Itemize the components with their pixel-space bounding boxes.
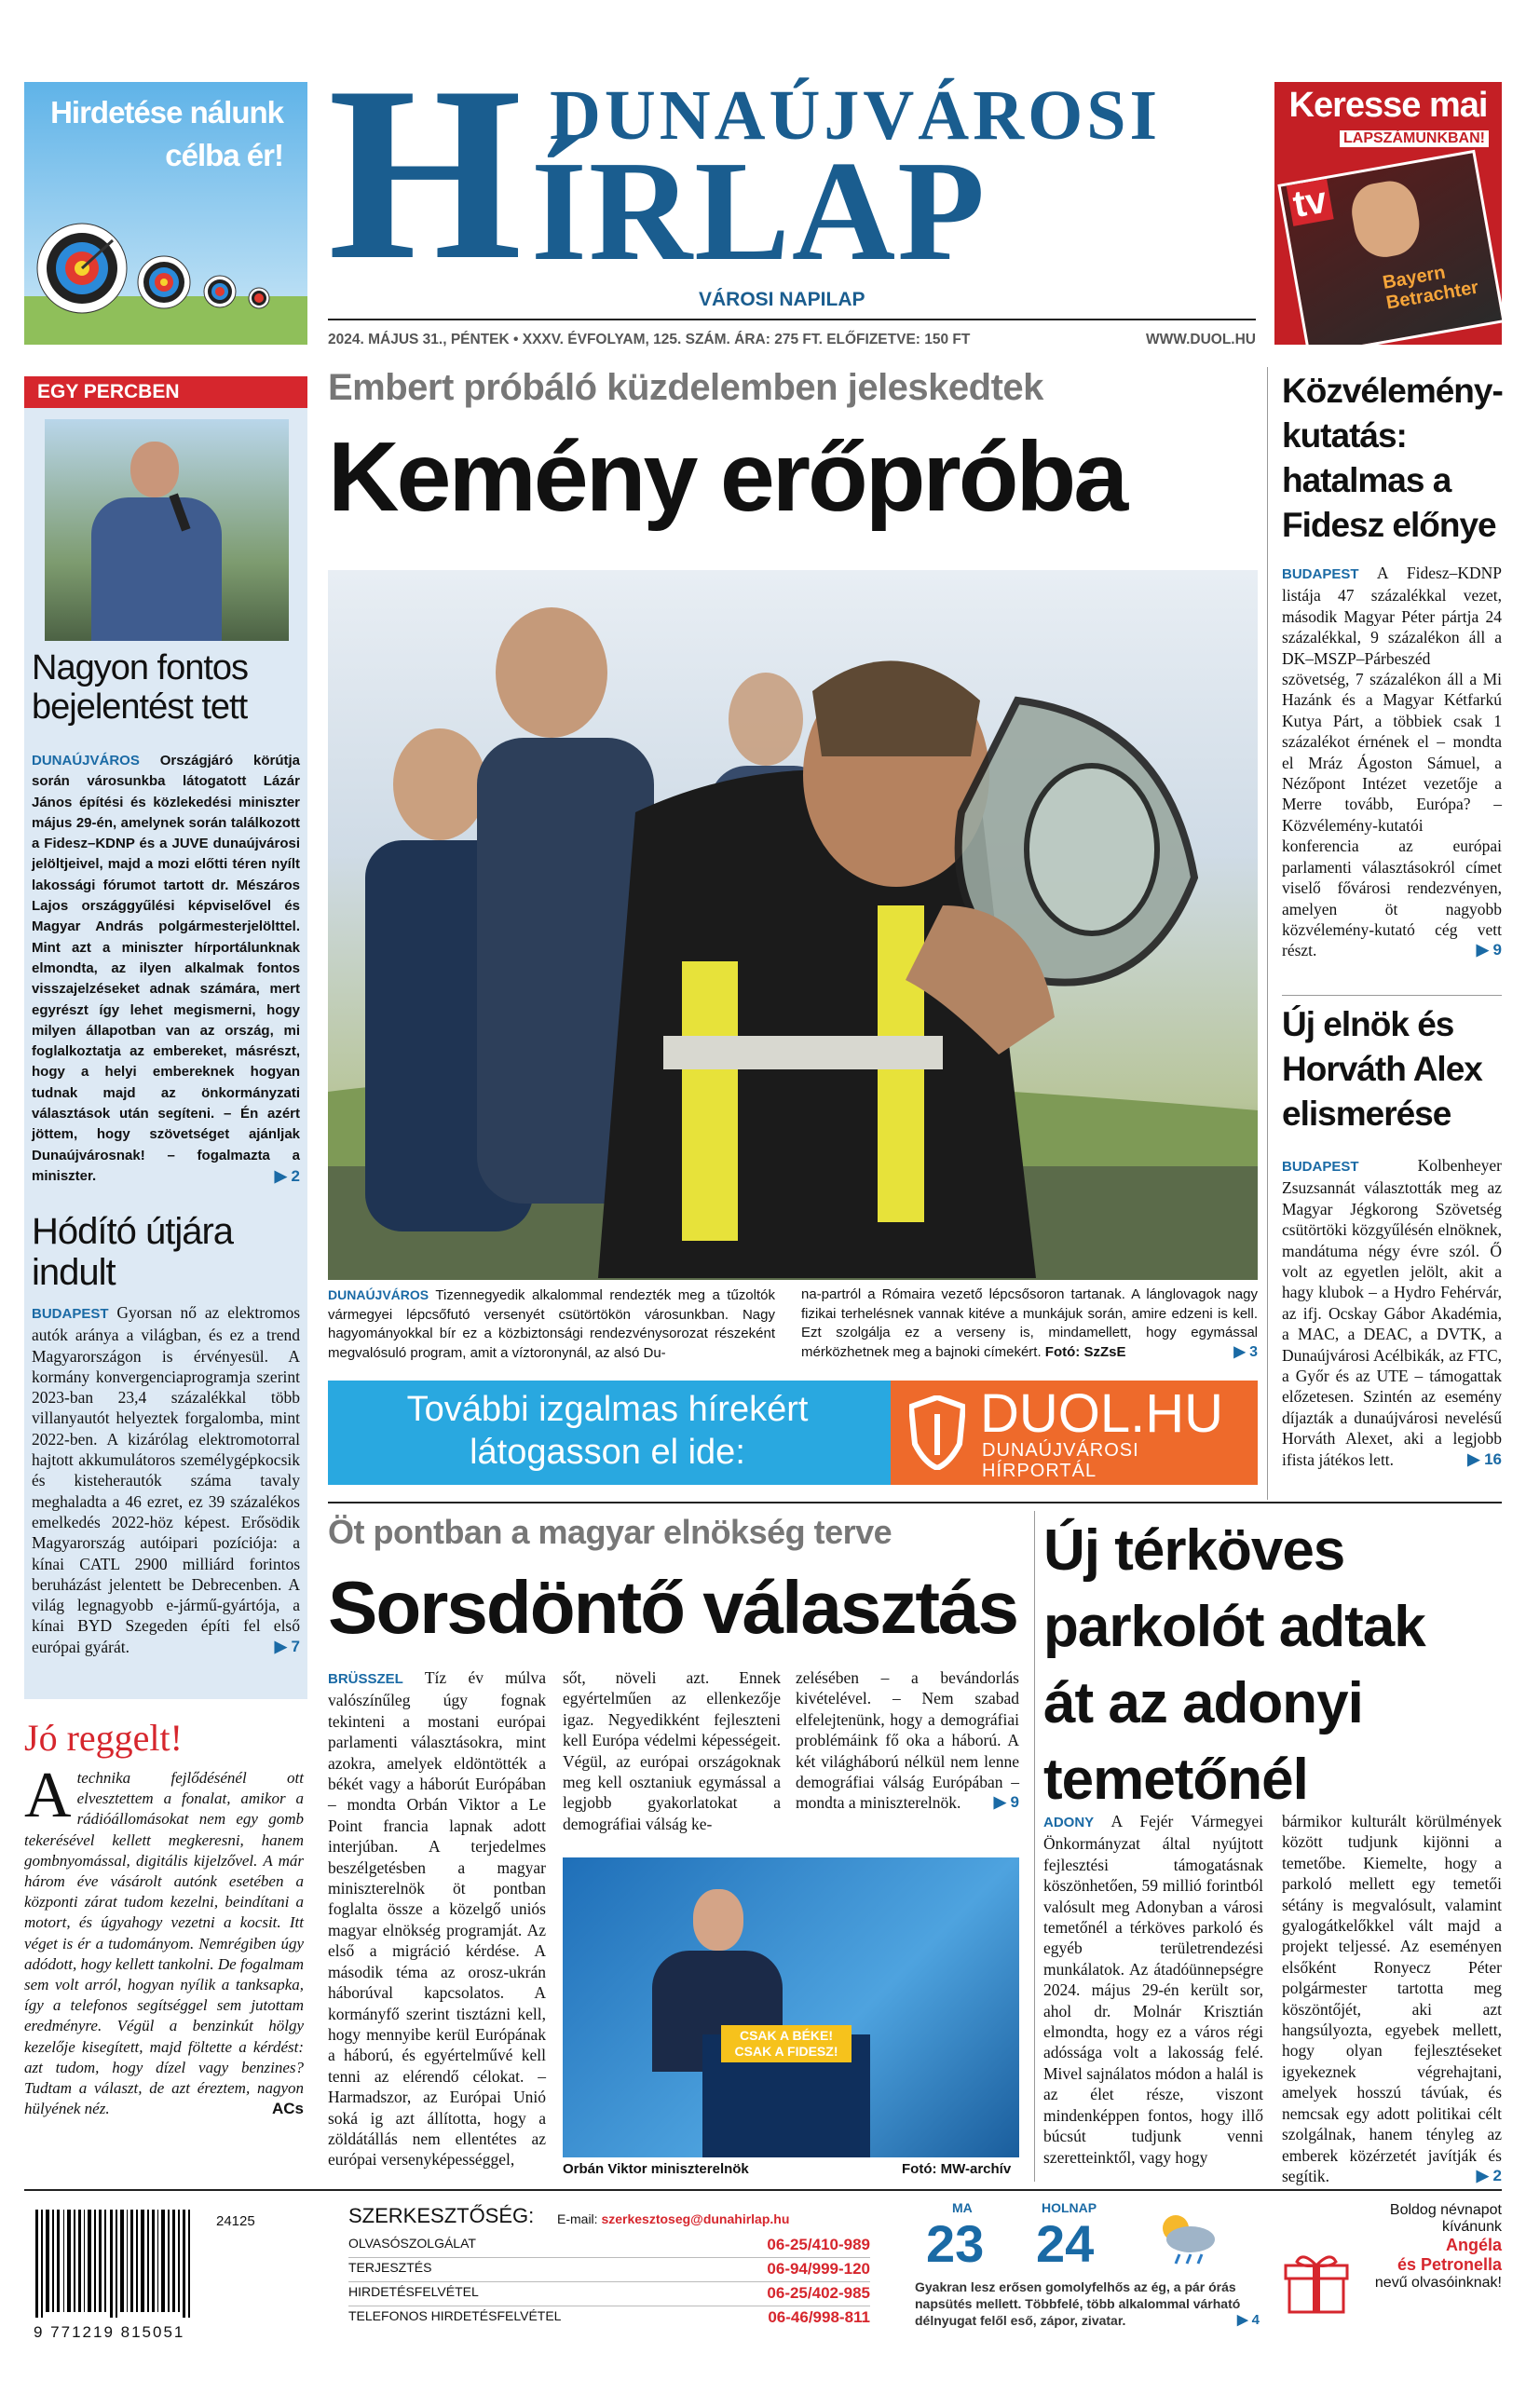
- orban-head: [693, 1889, 743, 1951]
- election-photo: [563, 1857, 1019, 2157]
- banner-line2: látogasson el ide:: [470, 1433, 745, 1472]
- ad-right[interactable]: [1274, 82, 1502, 345]
- right-story1-text: A Fidesz–KDNP listája 47 százalékkal vezet, második Magyar Péter pártja 24 százalékkal, 9 százalékon áll a DK–MSZP–Párbeszéd szövetség, 7 százalékon áll a Mi Hazánk és a Magyar Kétfarkú Kutya Párt, a többiek csak 1 százalékot érnének el – mondta el Mráz Ágoston Sámuel, a Nézőpont Intézet vezetője a Merre tovább, Európa? – Közvélemény-kutatói konferencia az európai parlamenti választásokról címet viselő fővárosi rendezvényen, amelyen öt nagyobb közvélemény-kutató cég vett részt.: [1282, 564, 1502, 960]
- footer-rule: [24, 2189, 1502, 2191]
- issue-line: 2024. MÁJUS 31., PÉNTEK • XXXV. ÉVFOLYAM, 125. SZÁM. ÁRA: 275 FT. ELŐFIZETVE: 150 FT: [328, 332, 971, 347]
- column-dropcap: A: [24, 1760, 72, 1831]
- contact-label: HIRDETÉSFELVÉTEL: [348, 2284, 479, 2299]
- banner-brand-box: [891, 1381, 1258, 1485]
- nameday-line2: kívánunk: [1441, 2219, 1502, 2235]
- editorial-email[interactable]: [557, 2211, 789, 2226]
- gift-icon: [1284, 2251, 1349, 2316]
- shield-icon: [909, 1395, 965, 1470]
- election-kicker: Öt pontban a magyar elnökség terve: [328, 1513, 892, 1551]
- right-story2-more[interactable]: ▶ 16: [1467, 1449, 1502, 1468]
- column-text: technika fejlődésénél ott elvesztettem a fonalat, amikor a rádióállomásokat nem egy gomb tekerésével kellett megkeresni, hanem gombnyomással, digitális kijelzővel. A már három éve vásárolt autónk esetében a központi zárat tudom kezelni, beindítani a motort, és úgyahogy vezetni a kocsit. Itt véget is ér a tudományom. Nemrégiben úgy adódott, hogy kellett tankolni. De fogalmam sem volt arról, hogyan nyílik a tanksapka, így a telefonos segítséggel sem jutottam eredményre. Végül a benzinkút hölgy kezelője kisegített, majd föltette a kérdést: azt tudom, hogy dízel vagy benzines? Tudtam a választ, de azt éreztem, nagyon hülyének néz.: [24, 1769, 304, 2118]
- story1-body: [32, 751, 300, 1187]
- nameday-line3: nevű olvasóinknak!: [1374, 2275, 1502, 2291]
- ad-right-line1: Keresse mai: [1288, 86, 1488, 125]
- contact-label: OLVASÓSZOLGÁLAT: [348, 2236, 476, 2251]
- masthead: [326, 34, 1248, 330]
- weather-tomorrow-temp: 24: [1036, 2214, 1095, 2273]
- masthead-title-top: DUNAÚJVÁROSI: [550, 76, 1162, 155]
- parking-text2: bármikor kulturált körülmények között tudjunk kijönni a temetőbe. Kiemelte, hogy a parkoló mellett egy temetői sétány is megvalósult, valamint gyalogátkelőkkel vált majd a projekt teljessé. Az eseményen elsőként Ronyecz Péter polgármester tartotta meg köszöntőjét, aki azt hangsúlyozta, egyebek mellett, hogy olyan fejlesztéseket igyekeznek végrehajtani, amelyek hosszú távúak, és nemcsak egy adott politikai célt szolgálnak, hanem tényleg az emberek közérzetét javítják és segítik.: [1282, 1812, 1502, 2185]
- right-story2-body: [1282, 1155, 1502, 1470]
- right-divider: [1282, 995, 1502, 996]
- weather-today-label: MA: [952, 2200, 973, 2215]
- minister-photo: [45, 419, 289, 641]
- election-photo-caption: Orbán Viktor miniszterelnök: [563, 2161, 749, 2177]
- contact-row: [348, 2284, 870, 2306]
- section-rule: [328, 1502, 1502, 1503]
- contact-label: TERJESZTÉS: [348, 2260, 432, 2275]
- contact-row: [348, 2236, 870, 2258]
- weather-more[interactable]: ▶ 4: [1236, 2312, 1260, 2328]
- election-col3: [796, 1667, 1019, 1814]
- parking-text1: A Fejér Vármegyei Önkormányzat által nyújtott fejlesztési támogatásnak köszönhetően, 59 millió forintból valósult meg Adonyban a városi temetőnél a térköves parkoló és egyéb területrendezési munkálatok. Az átadóünnepségre 2024. május 29-én került sor, ahol dr. Molnár Krisztián elmondta, hogy ez a város régi adóssága volt a lakosság felé. Mivel sajnálatos módon a halál is az élet része, viszont mindenképpen fontos, hogy illő búcsút tudjunk venni szeretteinktől, vagy hogy: [1043, 1812, 1263, 2167]
- lead-title[interactable]: Kemény erőpróba: [328, 422, 1126, 532]
- weather-description: Gyakran lesz erősen gomolyfelhős az ég, a pár órás napsütés mellett. Többfelé, több alkalommal várható délnyugat felől eső, zápor, zivatar.: [915, 2279, 1241, 2328]
- contact-row: [348, 2308, 870, 2331]
- contact-phone[interactable]: 06-25/402-985: [767, 2284, 870, 2302]
- lead-kicker: Embert próbáló küzdelemben jeleskedtek: [328, 367, 1043, 408]
- podium-sign-line1: CSAK A BÉKE!: [739, 2028, 834, 2043]
- weather-box: [904, 2200, 1267, 2359]
- parking-rule: [1034, 1511, 1035, 2182]
- section-label: EGY PERCBEN: [24, 376, 307, 408]
- contact-phone[interactable]: 06-25/410-989: [767, 2236, 870, 2253]
- contact-phone[interactable]: 06-94/999-120: [767, 2260, 870, 2278]
- podium-sign-line2: CSAK A FIDESZ!: [734, 2044, 838, 2059]
- barcode-top: 24125: [216, 2213, 255, 2229]
- minister-head: [130, 442, 179, 497]
- column-title: Jó reggelt!: [24, 1717, 183, 1759]
- nameday-box: [1282, 2200, 1502, 2357]
- right-column-rule: [1267, 367, 1268, 1500]
- story2-more[interactable]: ▶ 7: [274, 1637, 300, 1655]
- masthead-rule: [328, 319, 1256, 320]
- story2-body: [32, 1302, 300, 1657]
- parking-col1: [1043, 1811, 1263, 2168]
- ad-right-line2: LAPSZÁMUNKBAN!: [1340, 130, 1489, 147]
- barcode-bottom: 9 771219 815051: [34, 2323, 185, 2341]
- right-story1-dateline: BUDAPEST: [1282, 566, 1359, 582]
- story1-title[interactable]: Nagyon fontos bejelentést tett: [32, 648, 249, 727]
- right-story1-body: [1282, 563, 1502, 961]
- lead-caption-col1: [328, 1286, 775, 1363]
- parking-dateline: ADONY: [1043, 1815, 1095, 1830]
- election-text3: zelésében – a bevándorlás kivételével. – Nem szabad elfelejtenünk, hogy a demográfiai problémáink fő oka a háború. A két világháború nélkül nem lenne demográfiai válság Európában – mondta a miniszterelnök.: [796, 1668, 1019, 1813]
- election-title[interactable]: Sorsdöntő választás: [328, 1566, 1018, 1649]
- nameday-line1: Boldog névnapot: [1389, 2202, 1502, 2218]
- election-photo-credit: Fotó: MW-archív: [902, 2161, 1012, 2177]
- masthead-big-letter: H: [328, 34, 523, 311]
- ad-left-line2: célba ér!: [165, 138, 283, 172]
- lead-caption-dateline: DUNAÚJVÁROS: [328, 1287, 429, 1302]
- website-link[interactable]: WWW.DUOL.HU: [1146, 332, 1256, 347]
- firefighter-illustration: [328, 570, 1258, 1280]
- contact-row: [348, 2260, 870, 2282]
- magazine-cover: [1277, 150, 1502, 345]
- contact-label: TELEFONOS HIRDETÉSFELVÉTEL: [348, 2308, 562, 2323]
- story2-title[interactable]: Hódító útjára indult: [32, 1211, 234, 1293]
- barcode-bars: [35, 2210, 212, 2321]
- story1-dateline: DUNAÚJVÁROS: [32, 753, 140, 769]
- weather-today-temp: 23: [926, 2214, 985, 2273]
- right-story1-title[interactable]: Közvélemény-kutatás: hatalmas a Fidesz előnye: [1282, 372, 1503, 544]
- story1-text: Országjáró körútja során városunkba látogatott Lázár János építési és közlekedési miniszter május 29-én, amelynek során találkozott a Fidesz–KDNP és a JUVE dunaújvárosi jelöltjeivel, majd a mozi előtti téren nyílt lakossági fórumot tartott dr. Mészáros Lajos országgyűlési képviselővel és Magyar András polgármesterjelölttel. Mint azt a miniszter hírportálunknak elmondta, az ilyen alkalmak fontos visszajelzéseket adnak számára, mert egyrészt így lehet megismerni, hogy milyen állapotban van az ország, mi foglalkoztatja az embereket, másrészt, hogy a helyi embereknek hogyan tudnak majd az önkormányzati választások után segíteni. – Én azért jöttem, hogy szövetséget ajánljak Dunaújvárosnak! – fogalmazta a miniszter.: [32, 753, 300, 1184]
- editorial-title: SZERKESZTŐSÉG:: [348, 2204, 535, 2227]
- lead-more[interactable]: ▶ 3: [1233, 1343, 1258, 1360]
- column-signature: ACs: [271, 2100, 304, 2118]
- right-story1-more[interactable]: ▶ 9: [1476, 941, 1502, 959]
- email-label: E-mail:: [557, 2211, 598, 2226]
- banner-line1: További izgalmas hírekért: [406, 1390, 809, 1429]
- lead-photo: [328, 570, 1258, 1280]
- weather-tomorrow-label: HOLNAP: [1042, 2200, 1097, 2215]
- weather-text: [915, 2279, 1260, 2329]
- banner-brand: DUOL.HU: [980, 1383, 1224, 1444]
- election-col1: [328, 1667, 546, 2170]
- story2-dateline: BUDAPEST: [32, 1306, 109, 1322]
- editorial-box: [345, 2204, 885, 2353]
- election-more[interactable]: ▶ 9: [993, 1793, 1019, 1812]
- barcode: [34, 2208, 332, 2347]
- right-story2-dateline: BUDAPEST: [1282, 1159, 1359, 1175]
- ad-left[interactable]: [24, 82, 307, 345]
- lead-photo-credit: Fotó: SzZsE: [1044, 1343, 1126, 1360]
- email-address[interactable]: szerkesztoseg@dunahirlap.hu: [601, 2211, 790, 2226]
- parking-title[interactable]: Új térköves parkolót adtak át az adonyi temetőnél: [1043, 1518, 1425, 1812]
- contact-phone[interactable]: 06-46/998-811: [768, 2308, 870, 2326]
- ad-left-line1: Hirdetése nálunk: [50, 95, 283, 129]
- election-text2: sőt, növeli azt. Ennek egyértelműen az ellenkezője igaz. Negyedikként fejleszteni kell Európa védelmi képességeit. Végül, az európai országoknak meg kell osztaniuk egymással a legjobb gyakorlatokat a demográfiai válság ke-: [563, 1668, 781, 1833]
- lead-caption-text2: na-partról a Rómaira vezető lépcsősoron tartanak. A lánglovagok nagy fizikai terhelésnek vannak kitéve a munkájuk során, amire edzeni is kell. Ezt szolgálja ez a verseny is, mindamellett, hogy egymással mérközhetnek meg a bajnoki címekért.: [801, 1286, 1258, 1360]
- parking-more[interactable]: ▶ 2: [1476, 2166, 1502, 2184]
- magazine-brand: tv: [1287, 179, 1334, 226]
- story2-text: Gyorsan nő az elektromos autók aránya a világban, és ez a trend Magyarországon is érvényesül. A kormány konvergenciaprogramja szerint 2023-ban 23,4 százalékkal több villanyautót helyeztek forgalomba, mint 2022-ben. A kizárólag elektromotorral hajtott akkumulátoros személygépkocsik és kisteherautók száma tavaly meghaladta a 46 ezret, ez 39 százalékos emelkedés 2022-höz képest. Erősödik Magyarország autóipari pozíciója: a kínai CATL 2900 milliárd forintos beruházást jelentett be Debrecenben. A világ legnagyobb e-jármű-gyártója, a kínai BYD Szegeden építi fel első európai gyárát.: [32, 1303, 301, 1656]
- lead-caption-col2: [801, 1286, 1258, 1362]
- magazine-headline: Bayern Betrachter: [1381, 262, 1480, 314]
- podium-sign: [721, 2025, 852, 2062]
- lead-caption-text1: Tizennegyedik alkalommal rendezték meg a tűzoltók vármegyei lépcsőfutó versenyét csütörtökön városunkban. Nagy hagyományokkal bír ez a közbiztonsági rendezvénysorozat részeként megvalósuló program, amit a víztoronynál, az alsó Du-: [328, 1287, 775, 1361]
- right-story2-title[interactable]: Új elnök és Horváth Alex elismerése: [1282, 1005, 1482, 1133]
- masthead-subtitle: VÁROSI NAPILAP: [699, 289, 865, 310]
- cloud-sun-icon: [1148, 2208, 1222, 2267]
- minister-body: [91, 497, 222, 641]
- banner-brand-sub2: HÍRPORTÁL: [982, 1461, 1097, 1481]
- right-story2-text: Kolbenheyer Zsuzsannát választották meg az Magyar Jégkorong Szövetség csütörtöki közgyűlésén elnöknek, mandátuma négy évre szól. Ő volt az egyetlen jelölt, akit a hagy klubok – a Hydro Fehérvár, az ifj. Ocskay Gábor Akadémia, a MAC, a DEAC, a DVTK, a Dunaújvárosi Acélbikák, az FTC, a Győr és az UTE – támogattak előzetesen. Szintén az esemény díjazták a dunaújvárosi nevelésű Horváth Alexet, aki a legjobb ifista játékos lett.: [1282, 1156, 1502, 1469]
- nameday-name2: és Petronella: [1397, 2255, 1502, 2274]
- target-icon: [24, 82, 307, 345]
- story1-more[interactable]: ▶ 2: [274, 1166, 300, 1185]
- election-col2: [563, 1667, 781, 1834]
- nameday-name1: Angéla: [1445, 2236, 1502, 2254]
- magazine-face: [1347, 177, 1424, 262]
- election-dateline: BRÜSSZEL: [328, 1671, 403, 1687]
- banner-brand-sub1: DUNAÚJVÁROSI: [982, 1440, 1139, 1461]
- parking-col2: [1282, 1811, 1502, 2186]
- column-body: [24, 1760, 304, 2119]
- election-text1: Tíz év múlva valószínűleg úgy fognak tekinteni a mostani európai parlamenti választásokra, mint azokra, amelyek eldöntötték a békét vagy a háborút Európában – mondta Orbán Viktor a Le Point francia lapnak adott interjúban. A terjedelmes beszélgetésben a magyar miniszterelnök öt pontban foglalta össze a közelgő uniós magyar elnökség programját. Az első a migráció kérdése. A második téma az orosz-ukrán háborúval kapcsolatos. A kormányfő szerint tisztázni kell, hogy mennyibe kerül Európának a háború, és egyértelművé kell tenni az elérendő célokat. – Harmadszor, az Európai Unió soká ig azt állította, hogy a zöldátállás nem ellentétes az európai versenyképességgel,: [328, 1668, 546, 2170]
- masthead-title-bottom: ÍRLAP: [531, 132, 988, 291]
- duol-banner[interactable]: [328, 1381, 1258, 1485]
